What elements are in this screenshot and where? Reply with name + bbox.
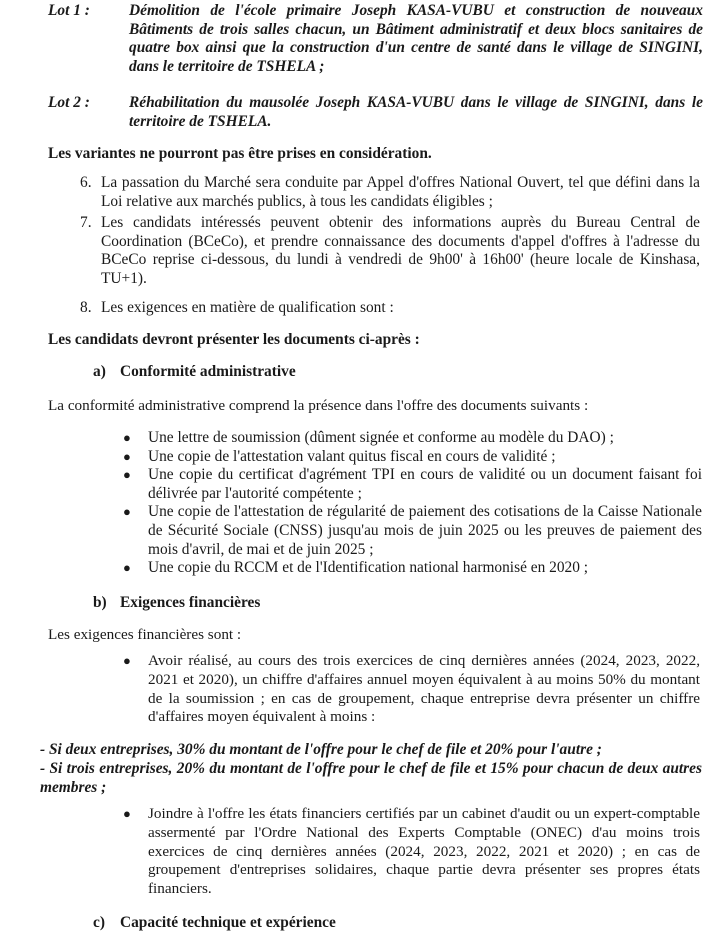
section-c-letter: c) bbox=[93, 914, 105, 931]
item-6-text: La passation du Marché sera conduite par Appel d'offres National Ouvert, tel que défini dans la Loi relative aux marchés publics, à tous les candidats éligibles ; bbox=[101, 174, 700, 210]
lot-2 bbox=[48, 94, 703, 131]
lot-2-text: Réhabilitation du mausolée Joseph KASA-VUBU dans le village de SINGINI, dans le territoire de TSHELA. bbox=[129, 94, 703, 130]
list-item bbox=[120, 448, 702, 467]
item-7-text: Les candidats intéressés peuvent obtenir des informations auprès du Bureau Central de Coordination (BCeCo), et prendre connaissance des documents d'appel d'offres à l'adresse du BCeCo reprise ci-dessous, du lundi à vendredi de 9h00' à 16h00' (heure locale de Kinshasa, TU+1). bbox=[101, 214, 700, 287]
section-b-heading bbox=[93, 594, 260, 612]
section-a-letter: a) bbox=[93, 363, 106, 380]
bullet-icon: ● bbox=[123, 560, 131, 576]
groupement-rule-three: - Si trois entreprises, 20% du montant de l'offre pour le chef de file et 15% pour chacun de deux autres membres ; bbox=[40, 760, 702, 796]
section-b-bullet-2 bbox=[120, 805, 700, 899]
item-8-text: Les exigences en matière de qualification sont : bbox=[101, 299, 394, 316]
bullet-icon: ● bbox=[123, 430, 131, 445]
candidats-heading: Les candidats devront présenter les documents ci-après : bbox=[48, 331, 420, 348]
list-item-text: Une copie de l'attestation de régularité de paiement des cotisations de la Caisse Nationale de Sécurité Sociale (CNSS) jusqu'au mois de juin 2025 ou les preuves de paiement des mois d'avril, de mai et de juin 2025 ; bbox=[148, 503, 702, 558]
lot-1 bbox=[48, 2, 703, 76]
lot-1-text: Démolition de l'école primaire Joseph KASA-VUBU et construction de nouveaux Bâtiments de trois salles chacun, un Bâtiment administratif et deux blocs sanitaires de quatre box ainsi que la construction d'un centre de santé dans le village de SINGINI, dans le territoire de TSHELA ; bbox=[129, 2, 703, 75]
item-8 bbox=[80, 299, 700, 318]
section-a-heading bbox=[93, 363, 296, 381]
section-b-intro: Les exigences financières sont : bbox=[48, 626, 242, 643]
lot-2-label: Lot 2 : bbox=[48, 94, 90, 111]
list-item-text: Une copie du RCCM et de l'Identification national harmonisé en 2020 ; bbox=[148, 559, 589, 577]
variantes-statement: Les variantes ne pourront pas être prises en considération. bbox=[48, 145, 432, 162]
section-c-title: Capacité technique et expérience bbox=[120, 914, 336, 931]
section-b-letter: b) bbox=[93, 594, 107, 611]
item-6 bbox=[80, 174, 700, 211]
list-item bbox=[120, 503, 702, 559]
bullet-icon: ● bbox=[123, 653, 131, 668]
groupement-rule-two: - Si deux entreprises, 30% du montant de l'offre pour le chef de file et 20% pour l'autre ; bbox=[40, 741, 602, 758]
lot-1-label: Lot 1 : bbox=[48, 2, 90, 19]
bullet-icon: ● bbox=[123, 448, 131, 464]
bullet-icon: ● bbox=[123, 467, 131, 483]
bullet-icon: ● bbox=[123, 504, 131, 520]
list-item-text: Une lettre de soumission (dûment signée et conforme au modèle du DAO) ; bbox=[148, 429, 614, 446]
list-item bbox=[120, 466, 702, 503]
section-b-title: Exigences financières bbox=[120, 594, 261, 611]
bullet-icon: ● bbox=[123, 806, 131, 821]
item-7 bbox=[80, 214, 700, 288]
section-a-title: Conformité administrative bbox=[120, 363, 296, 380]
section-a-intro: La conformité administrative comprend la présence dans l'offre des documents suivants : bbox=[48, 397, 589, 414]
list-item-text: Une copie de l'attestation valant quitus fiscal en cours de validité ; bbox=[148, 447, 556, 465]
item-8-number: 8. bbox=[80, 299, 92, 316]
item-7-number: 7. bbox=[80, 214, 92, 231]
list-item bbox=[120, 429, 702, 448]
section-b-bullet-1-text: Avoir réalisé, au cours des trois exercices de cinq dernières années (2024, 2023, 2022, 2021 et 2020), un chiffre d'affaires annuel moyen équivalent à au moins 50% du montant de la soumission ; en cas de groupement, chaque entreprise devra présenter un chiffre d'affaires moyen équivalent à moins : bbox=[148, 652, 700, 726]
section-a-bullet-list bbox=[120, 429, 702, 578]
item-6-number: 6. bbox=[80, 174, 92, 191]
section-c-heading bbox=[93, 914, 336, 932]
section-b-bullet-2-text: Joindre à l'offre les états financiers certifiés par un cabinet d'audit ou un expert-comptable assermenté par l'Ordre National des Experts Comptable (ONEC) d'au moins trois exercices de cinq dernières années (2024, 2023, 2022, 2021 et 2020) ; en cas de groupement d'entreprises solidaires, chaque partie devra présenter ses propres états financiers. bbox=[148, 805, 700, 898]
list-item bbox=[120, 559, 702, 578]
section-b-bullet-1 bbox=[120, 652, 700, 727]
list-item-text: Une copie du certificat d'agrément TPI en cours de validité ou un document faisant foi délivrée par l'autorité compétente ; bbox=[148, 466, 702, 502]
